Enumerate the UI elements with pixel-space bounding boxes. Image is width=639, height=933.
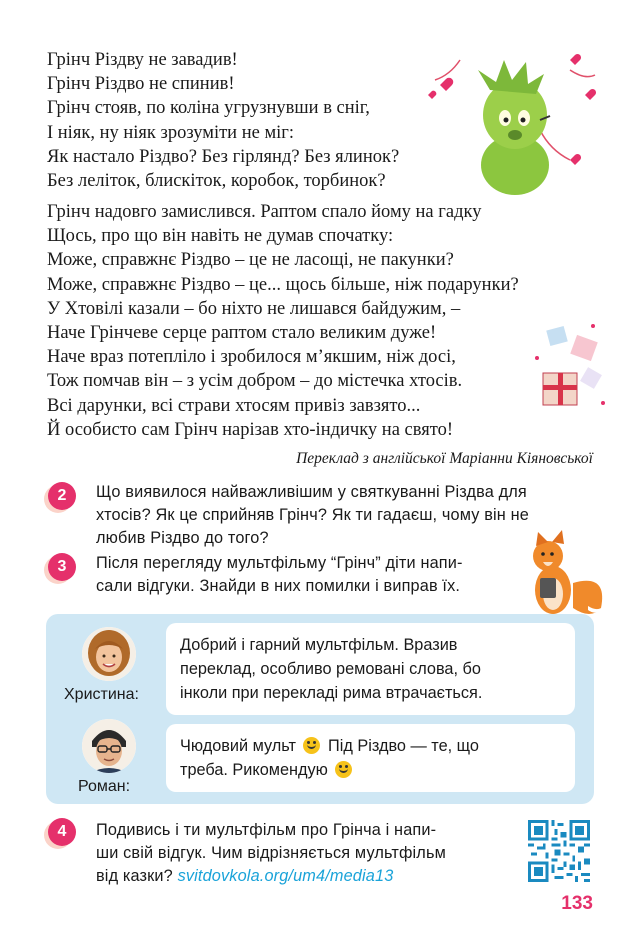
poem-line: У Хтовілі казали – бо ніхто не лишався байдужим, –	[47, 298, 461, 319]
poem-line: Грінч стояв, по коліна угрузнувши в сніг,	[47, 98, 370, 119]
boy-portrait-icon	[82, 719, 136, 773]
task-text	[96, 481, 529, 550]
review-bubble-khrystyna	[166, 623, 575, 715]
review-bubble-roman	[166, 724, 575, 792]
reviewer-name: Христина:	[64, 686, 139, 703]
poem-line: Грінч Різдву не завадив!	[47, 50, 238, 70]
poem-line: Може, справжнє Різдво – це... щось більше, ніж подарунки?	[47, 274, 519, 295]
review-text: треба. Рикомендую	[180, 761, 328, 779]
review-line	[180, 758, 561, 782]
review-line	[180, 734, 561, 758]
page-number: 133	[561, 893, 593, 914]
task-line: Після перегляду мультфільму “Грінч” діти напи-	[96, 554, 463, 572]
poem-line: Щось, про що він навіть не думав спочатку:	[47, 226, 394, 247]
task-line: сали відгуки. Знайди в них помилки і виправ їх.	[96, 577, 461, 595]
review-line: Добрий і гарний мультфільм. Вразив	[180, 636, 458, 654]
task-line: ши свій відгук. Чим відрізняється мультфільм	[96, 844, 446, 862]
poem-stanza-2	[47, 200, 607, 442]
smiley-icon	[303, 737, 320, 754]
smiley-icon	[335, 761, 352, 778]
gifts-illustration	[533, 318, 613, 418]
poem-line: Грінч надовго замислився. Раптом спало йому на гадку	[47, 202, 482, 222]
poem-line: Всі дарунки, всі страви хтосям привіз завзято...	[47, 395, 421, 416]
task-number-badge: 3	[48, 553, 76, 581]
poem-line: Наче Грінчеве серце раптом стало великим дуже!	[47, 323, 437, 344]
review-text: Під Різдво — те, що	[328, 737, 479, 755]
qr-code-icon[interactable]	[528, 820, 590, 882]
avatar-khrystyna	[82, 627, 136, 681]
poem-line: Може, справжнє Різдво – це не ласощі, не пакунки?	[47, 250, 454, 271]
reviewer-name: Роман:	[78, 778, 131, 795]
task-line-text: від казки?	[96, 867, 173, 885]
task-line: Подивись і ти мультфільм про Грінча і напи-	[96, 821, 437, 839]
task-line	[96, 865, 446, 888]
task-number-badge: 4	[48, 818, 76, 846]
media-link[interactable]: svitdovkola.org/um4/media13	[177, 867, 394, 885]
task-number-badge: 2	[48, 482, 76, 510]
poem-line: Без леліток, блискіток, коробок, торбинок?	[47, 171, 386, 192]
review-line: інколи при перекладі рима втрачається.	[180, 684, 483, 702]
avatar-roman	[82, 719, 136, 773]
review-text: Чюдовий мульт	[180, 737, 296, 755]
poem-line: Й особисто сам Грінч нарізав хто-індичку на свято!	[47, 419, 454, 440]
task-line: Що виявилося найважливішим у святкуванні Різдва для	[96, 483, 527, 501]
review-line: переклад, особливо ремовані слова, бо	[180, 660, 481, 678]
task-line: хтосів? Як це сприйняв Грінч? Як ти гадаєш, чому він не	[96, 506, 529, 524]
poem-line: І ніяк, ну ніяк зрозуміти не міг:	[47, 122, 295, 143]
reviews-panel	[46, 614, 594, 804]
poem-line: Тож помчав він – з усім добром – до містечка хтосів.	[47, 371, 463, 392]
poem-line: Наче враз потепліло і зробилося м’якшим, ніж досі,	[47, 347, 456, 368]
poem-line: Грінч Різдво не спинив!	[47, 74, 235, 95]
translation-credit: Переклад з англійської Маріанни Кіяновської	[296, 450, 593, 467]
task-text	[96, 552, 463, 598]
grinch-illustration	[420, 40, 610, 200]
task-text	[96, 819, 446, 888]
task-line: любив Різдво до того?	[96, 529, 269, 547]
fox-illustration	[518, 528, 608, 623]
poem-line: Як настало Різдво? Без гірлянд? Без ялинок?	[47, 146, 400, 167]
girl-portrait-icon	[82, 627, 136, 681]
